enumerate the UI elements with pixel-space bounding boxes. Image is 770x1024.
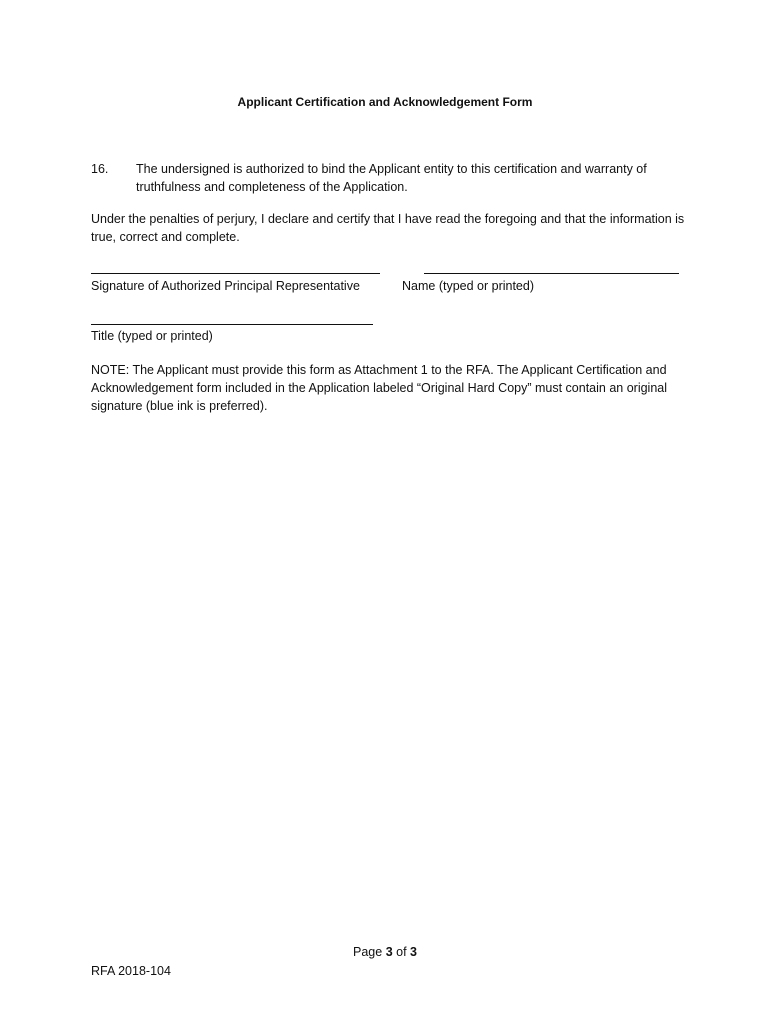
perjury-statement: Under the penalties of perjury, I declare and certify that I have read the foregoing and that the information is true, correct and complete.: [91, 212, 685, 244]
signature-label: Signature of Authorized Principal Representative: [91, 279, 360, 293]
page-of: of: [392, 945, 411, 959]
signature-line[interactable]: [91, 273, 380, 274]
name-line[interactable]: [424, 273, 679, 274]
page-number: [0, 944, 770, 960]
item-text: The undersigned is authorized to bind the Applicant entity to this certification and warranty of truthfulness and completeness of the Application.: [136, 162, 647, 194]
page-current: 3: [385, 945, 393, 959]
page-total: 3: [410, 945, 417, 959]
note-paragraph: NOTE: The Applicant must provide this form as Attachment 1 to the RFA. The Applicant Certification and Acknowledgement form included in the Application labeled “Original Hard Copy” must contain an original signature (blue ink is preferred).: [91, 363, 668, 413]
name-label: Name (typed or printed): [402, 279, 535, 293]
title-label: Title (typed or printed): [91, 329, 213, 343]
page-prefix: Page: [353, 945, 386, 959]
title-line[interactable]: [91, 324, 373, 325]
document-id: RFA 2018-104: [91, 964, 171, 978]
item-number: 16.: [91, 162, 109, 176]
document-title: Applicant Certification and Acknowledgement Form: [237, 95, 533, 109]
